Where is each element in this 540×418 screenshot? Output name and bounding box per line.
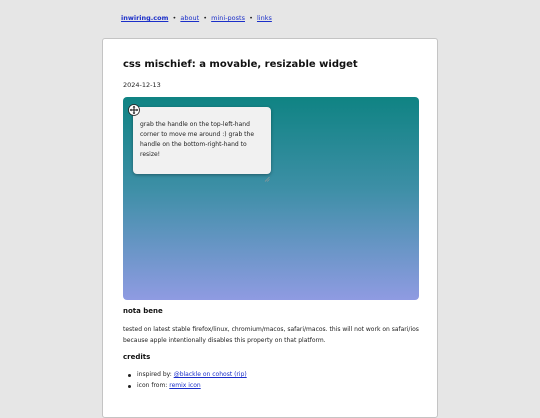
- nav-link-mini-posts[interactable]: mini-posts: [211, 14, 245, 22]
- nav-separator: •: [249, 14, 253, 22]
- list-item: [123, 370, 247, 381]
- post-card: [102, 38, 438, 418]
- top-nav: [121, 14, 272, 22]
- movable-widget[interactable]: [133, 107, 271, 174]
- nav-separator: •: [172, 14, 177, 22]
- bullet-icon: [128, 374, 131, 377]
- credit-prefix: icon from:: [137, 381, 168, 389]
- credits-list: [123, 370, 247, 391]
- credit-prefix: inspired by:: [137, 371, 172, 378]
- nav-separator: •: [203, 14, 208, 22]
- resize-handle-icon[interactable]: [264, 167, 270, 173]
- post-title: css mischief: a movable, resizable widget: [123, 59, 358, 70]
- widget-stage: [123, 97, 419, 300]
- nav-link-about[interactable]: about: [180, 14, 200, 22]
- post-date: 2024-12-13: [123, 81, 161, 89]
- site-home-link[interactable]: inwiring.com: [121, 14, 169, 22]
- credit-link-blackle[interactable]: @blackle on cohost (rip): [173, 371, 247, 378]
- credits-heading: credits: [123, 353, 151, 361]
- drag-move-icon[interactable]: [128, 101, 140, 113]
- widget-instructions: grab the handle on the top-left-hand corner to move me around :) grab the handle on the bottom-right-hand to resize!: [140, 121, 255, 158]
- bullet-icon: [128, 385, 131, 388]
- nota-bene-text: tested on latest stable firefox/linux, chromium/macos, safari/macos. this will not work on safari/ios because apple intentionally disables this property on that platform.: [123, 326, 419, 344]
- nota-bene-heading: nota bene: [123, 307, 163, 315]
- list-item: [123, 381, 247, 392]
- credit-link-remix-icon[interactable]: remix icon: [169, 381, 201, 389]
- nav-link-links[interactable]: links: [256, 14, 272, 22]
